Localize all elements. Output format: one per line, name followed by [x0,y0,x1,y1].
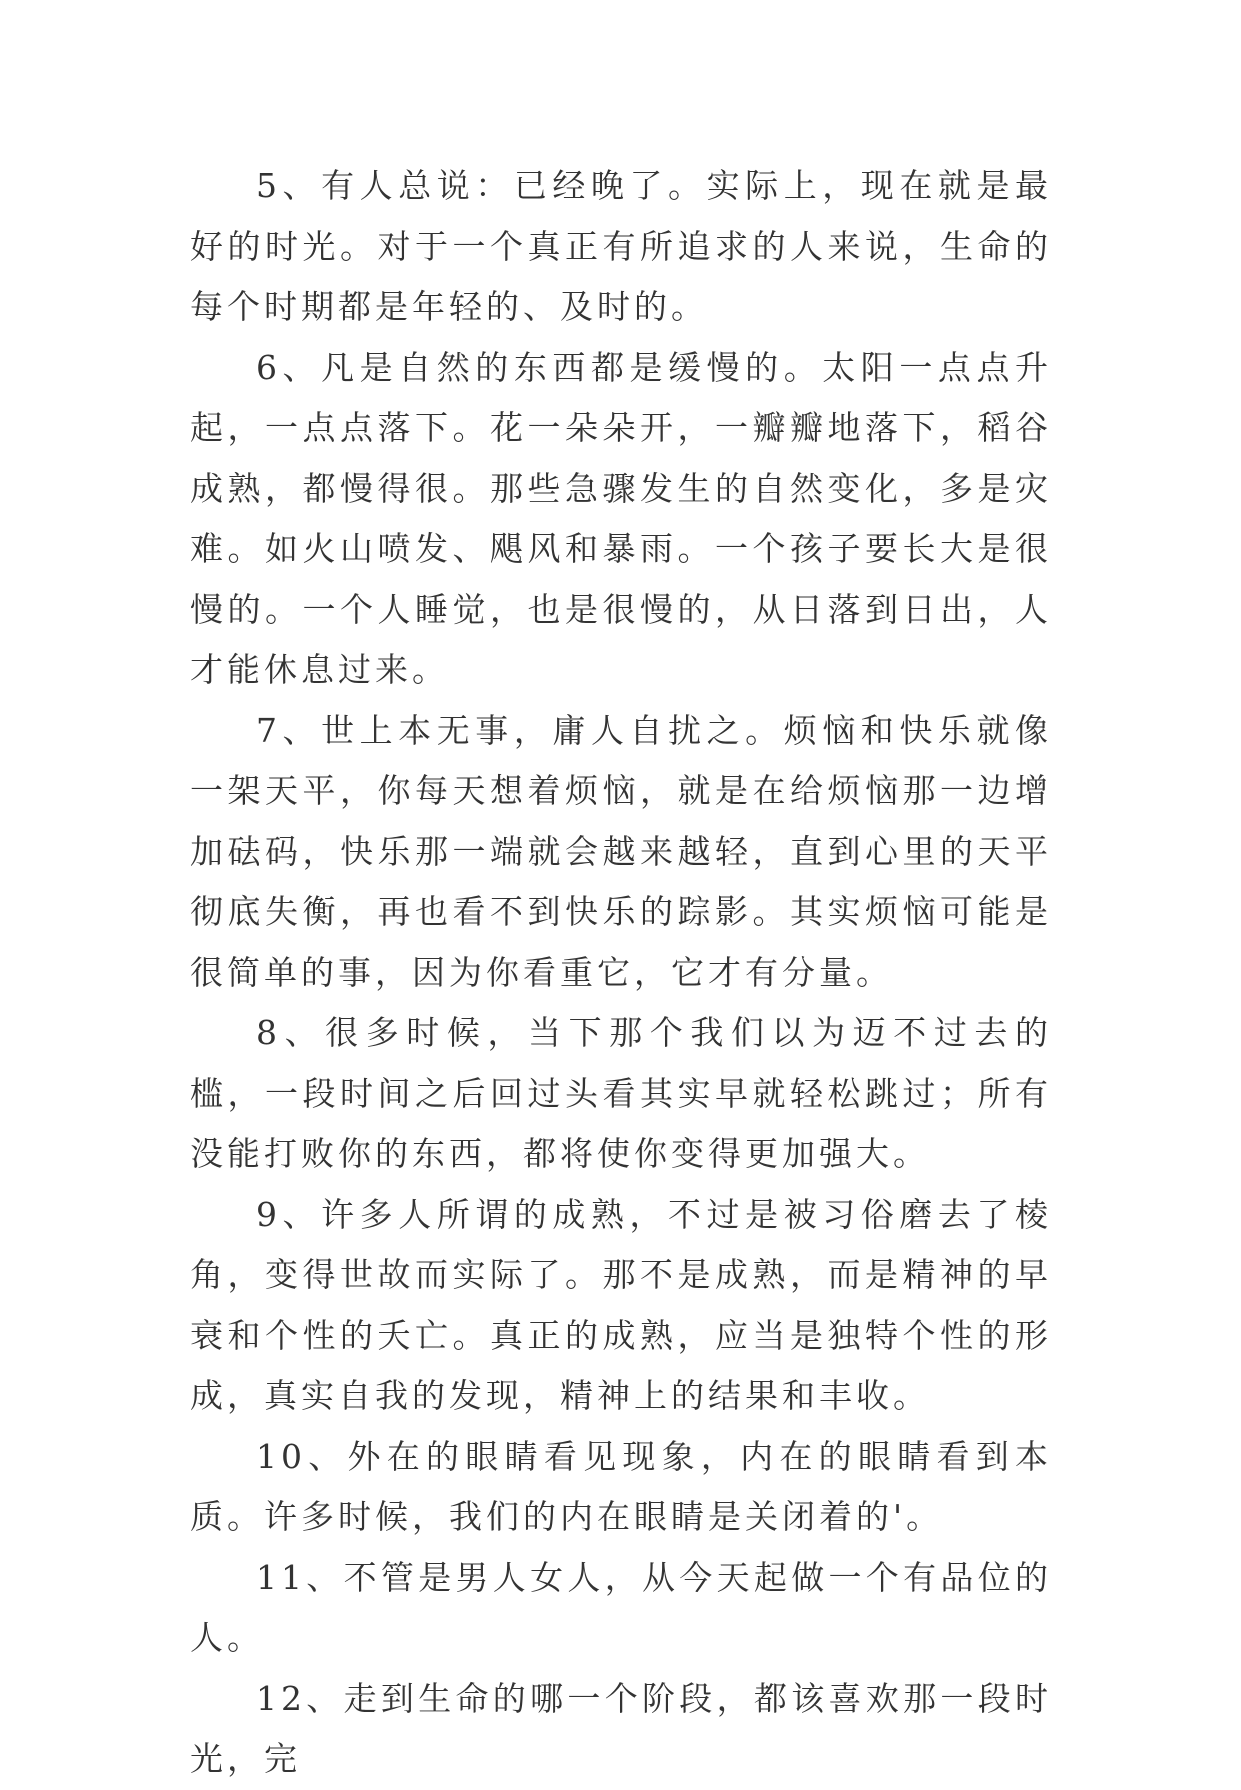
document-body [190,156,1052,1790]
paragraph-12: 12、走到生命的哪一个阶段，都该喜欢那一段时光，完 [190,1678,1052,1778]
paragraph-6: 6、凡是自然的东西都是缓慢的。太阳一点点升起，一点点落下。花一朵朵开，一瓣瓣地落下，稻谷成熟，都慢得很。那些急骤发生的自然变化，多是灾难。如火山喷发、飓风和暴雨。一个孩子要长大是很慢的。一个人睡觉，也是很慢的，从日落到日出，人才能休息过来。 [190,347,1052,689]
paragraph-8: 8、很多时候，当下那个我们以为迈不过去的槛，一段时间之后回过头看其实早就轻松跳过；所有没能打败你的东西，都将使你变得更加强大。 [190,1013,1052,1173]
paragraph-10: 10、外在的眼睛看见现象，内在的眼睛看到本质。许多时候，我们的内在眼睛是关闭着的'。 [190,1436,1052,1536]
paragraph-9: 9、许多人所谓的成熟，不过是被习俗磨去了棱角，变得世故而实际了。那不是成熟，而是精神的早衰和个性的夭亡。真正的成熟，应当是独特个性的形成，真实自我的发现，精神上的结果和丰收。 [190,1194,1052,1415]
paragraph-7: 7、世上本无事，庸人自扰之。烦恼和快乐就像一架天平，你每天想着烦恼，就是在给烦恼那一边增加砝码，快乐那一端就会越来越轻，直到心里的天平彻底失衡，再也看不到快乐的踪影。其实烦恼可能是很简单的事，因为你看重它，它才有分量。 [190,710,1052,992]
paragraph-5: 5、有人总说：已经晚了。实际上，现在就是最好的时光。对于一个真正有所追求的人来说，生命的每个时期都是年轻的、及时的。 [190,166,1052,326]
paragraph-11: 11、不管是男人女人，从今天起做一个有品位的人。 [190,1557,1052,1657]
